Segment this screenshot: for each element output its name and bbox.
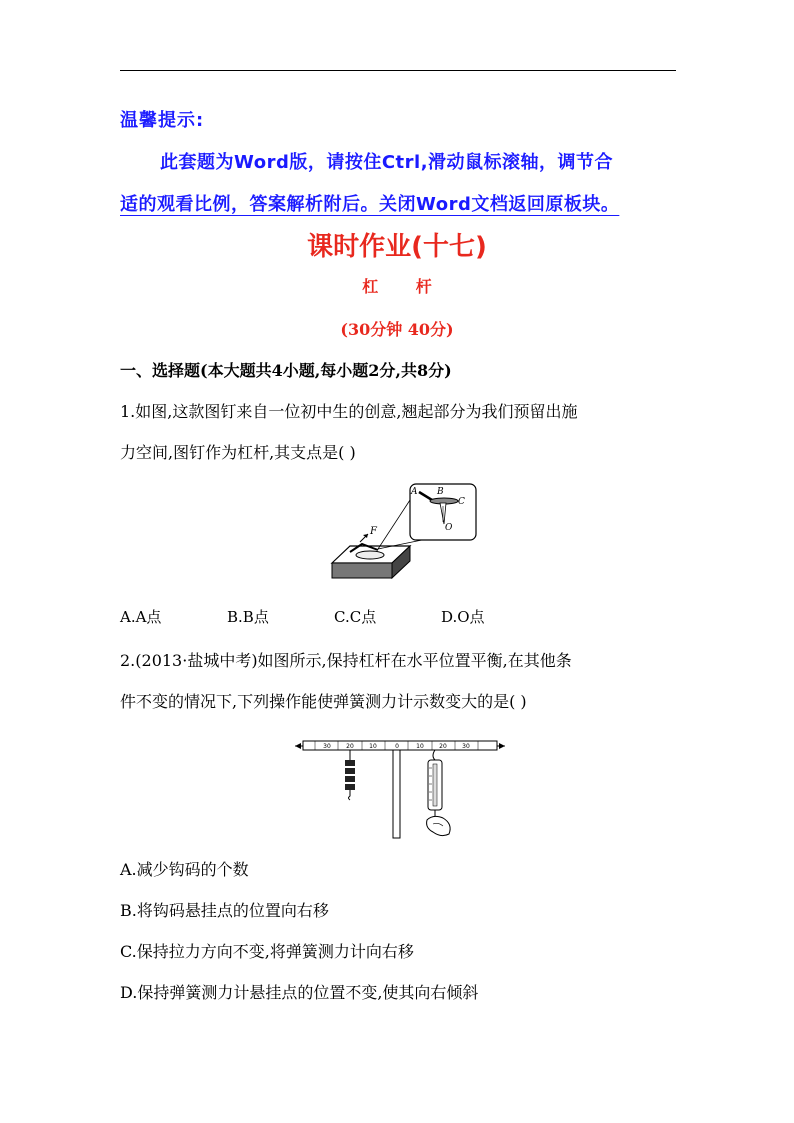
scale-label-4: 0 [395, 743, 399, 750]
q1-text-line-2: 力空间,图钉作为杠杆,其支点是( ) [120, 443, 356, 462]
label-b: B [437, 487, 444, 497]
section-heading: 一、选择题(本大题共4小题,每小题2分,共8分) [120, 361, 452, 380]
scale-label-3: 10 [369, 743, 377, 750]
label-a: A [411, 487, 418, 497]
time-info: (30分钟 40分) [340, 320, 454, 339]
q1-option-b: B.B点 [227, 608, 269, 626]
q2-option-c: C.保持拉力方向不变,将弹簧测力计向右移 [120, 942, 414, 961]
scale-label-5: 10 [416, 743, 424, 750]
q2-option-b: B.将钩码悬挂点的位置向右移 [120, 901, 329, 920]
q2-option-d: D.保持弹簧测力计悬挂点的位置不变,使其向右倾斜 [120, 983, 479, 1002]
tip-title: 温馨提示: [120, 110, 205, 131]
q1-text-line-1: 1.如图,这款图钉来自一位初中生的创意,翘起部分为我们预留出施 [120, 402, 578, 421]
q2-text-line-2: 件不变的情况下,下列操作能使弹簧测力计示数变大的是( ) [120, 692, 527, 711]
label-f: F [370, 526, 377, 537]
scale-label-6: 20 [439, 743, 447, 750]
label-c: C [458, 497, 465, 507]
scale-label-2: 20 [346, 743, 354, 750]
tip-line-2: 适的观看比例，答案解析附后。关闭Word文档返回原板块。 [120, 194, 620, 215]
scale-label-1: 30 [323, 743, 331, 750]
q1-option-a: A.A点 [120, 608, 162, 626]
lever-figure [295, 728, 505, 840]
q1-option-c: C.C点 [334, 608, 377, 626]
q1-option-d: D.O点 [441, 608, 485, 626]
label-o: O [445, 523, 453, 533]
header-rule [120, 70, 676, 71]
page-subtitle: 杠 杆 [362, 277, 432, 296]
thumbtack-figure [330, 478, 480, 583]
q2-text-line-1: 2.(2013·盐城中考)如图所示,保持杠杆在水平位置平衡,在其他条 [120, 651, 572, 670]
tip-line-1: 此套题为Word版，请按住Ctrl,滑动鼠标滚轴，调节合 [160, 152, 614, 173]
scale-label-7: 30 [462, 743, 470, 750]
q2-option-a: A.减少钩码的个数 [120, 860, 249, 879]
q1-options [120, 606, 680, 627]
page-title: 课时作业(十七) [307, 232, 487, 262]
